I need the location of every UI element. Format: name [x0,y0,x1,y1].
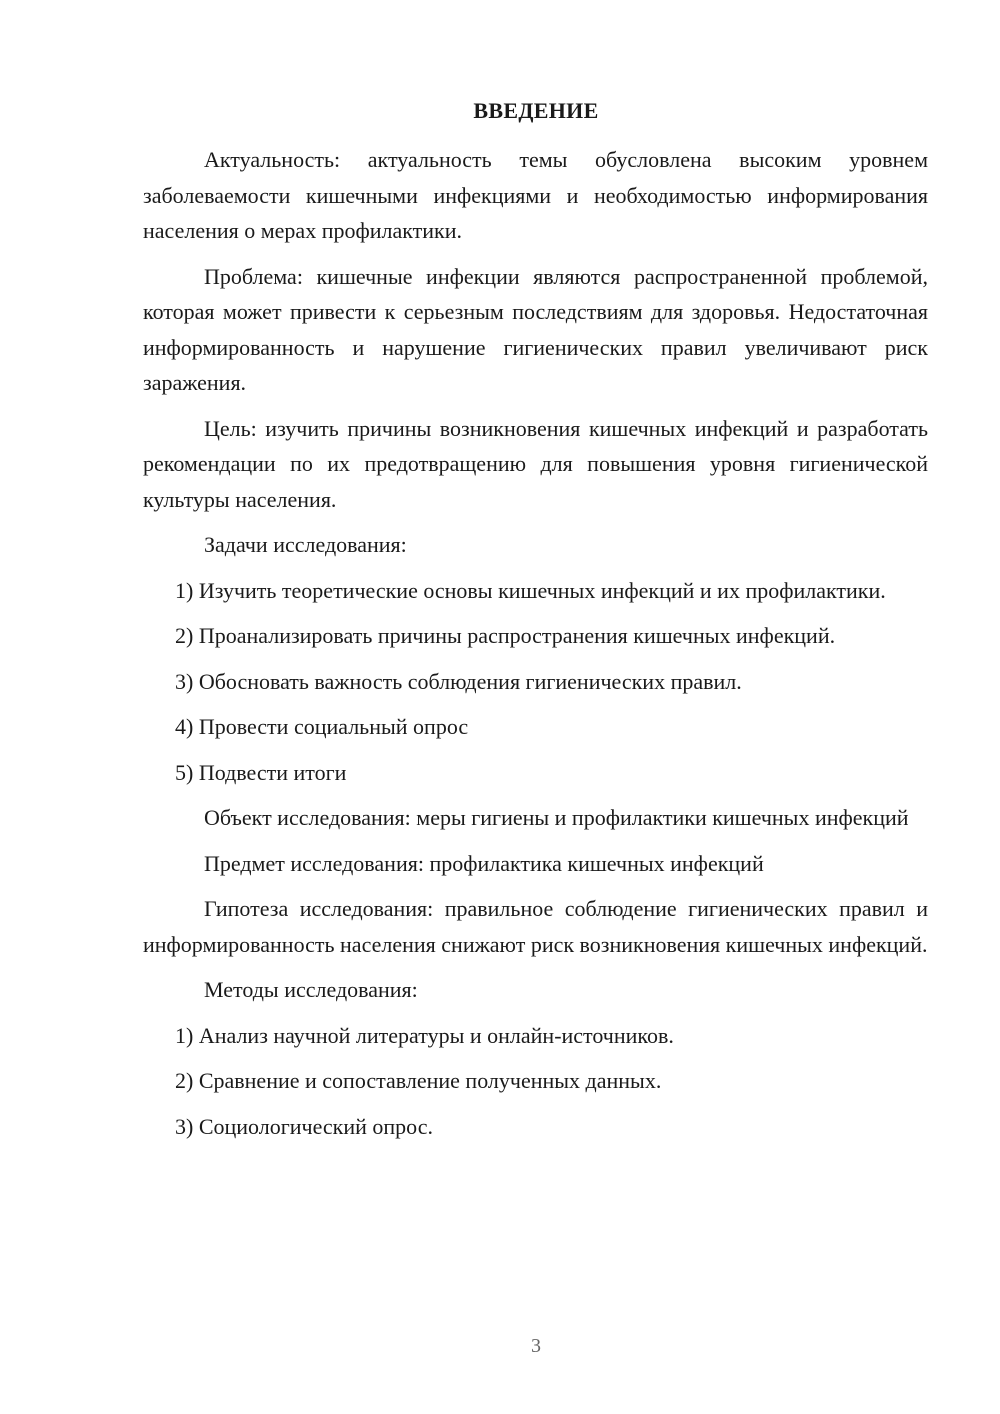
methods-heading: Методы исследования: [204,977,418,1002]
problem-paragraph: Проблема: кишечные инфекции являются распространенной проблемой, которая может привести к серьезным последствиям для здоровья. Недостаточная информированность и нарушение гигиенических правил увеличивают риск заражения. [143,263,928,395]
task-item-1: 1) Изучить теоретические основы кишечных инфекций и их профилактики. [175,577,886,603]
task-item-5: 5) Подвести итоги [175,759,347,785]
hypothesis-paragraph: Гипотеза исследования: правильное соблюдение гигиенических правил и информированность населения снижают риск возникновения кишечных инфекций. [143,896,928,957]
task-item-3: 3) Обосновать важность соблюдения гигиенических правил. [175,668,742,694]
method-item-3: 3) Социологический опрос. [175,1113,433,1139]
page-number: 3 [531,1335,541,1357]
relevance-paragraph: Актуальность: актуальность темы обусловлена высоким уровнем заболеваемости кишечными инфекциями и необходимостью информирования населения о мерах профилактики. [143,147,928,243]
method-item-2: 2) Сравнение и сопоставление полученных данных. [175,1068,662,1093]
page-title: ВВЕДЕНИЕ [473,98,599,123]
tasks-heading: Задачи исследования: [204,532,407,557]
goal-paragraph: Цель: изучить причины возникновения кишечных инфекций и разработать рекомендации по их предотвращению для повышения уровня гигиенической культуры населения. [143,415,928,512]
task-item-2: 2) Проанализировать причины распространения кишечных инфекций. [175,623,836,648]
object-paragraph: Объект исследования: меры гигиены и профилактики кишечных инфекций [204,805,909,830]
subject-paragraph: Предмет исследования: профилактика кишечных инфекций [204,850,764,876]
method-item-1: 1) Анализ научной литературы и онлайн-источников. [175,1022,674,1048]
document-body [143,142,928,1154]
task-item-4: 4) Провести социальный опрос [175,714,469,739]
